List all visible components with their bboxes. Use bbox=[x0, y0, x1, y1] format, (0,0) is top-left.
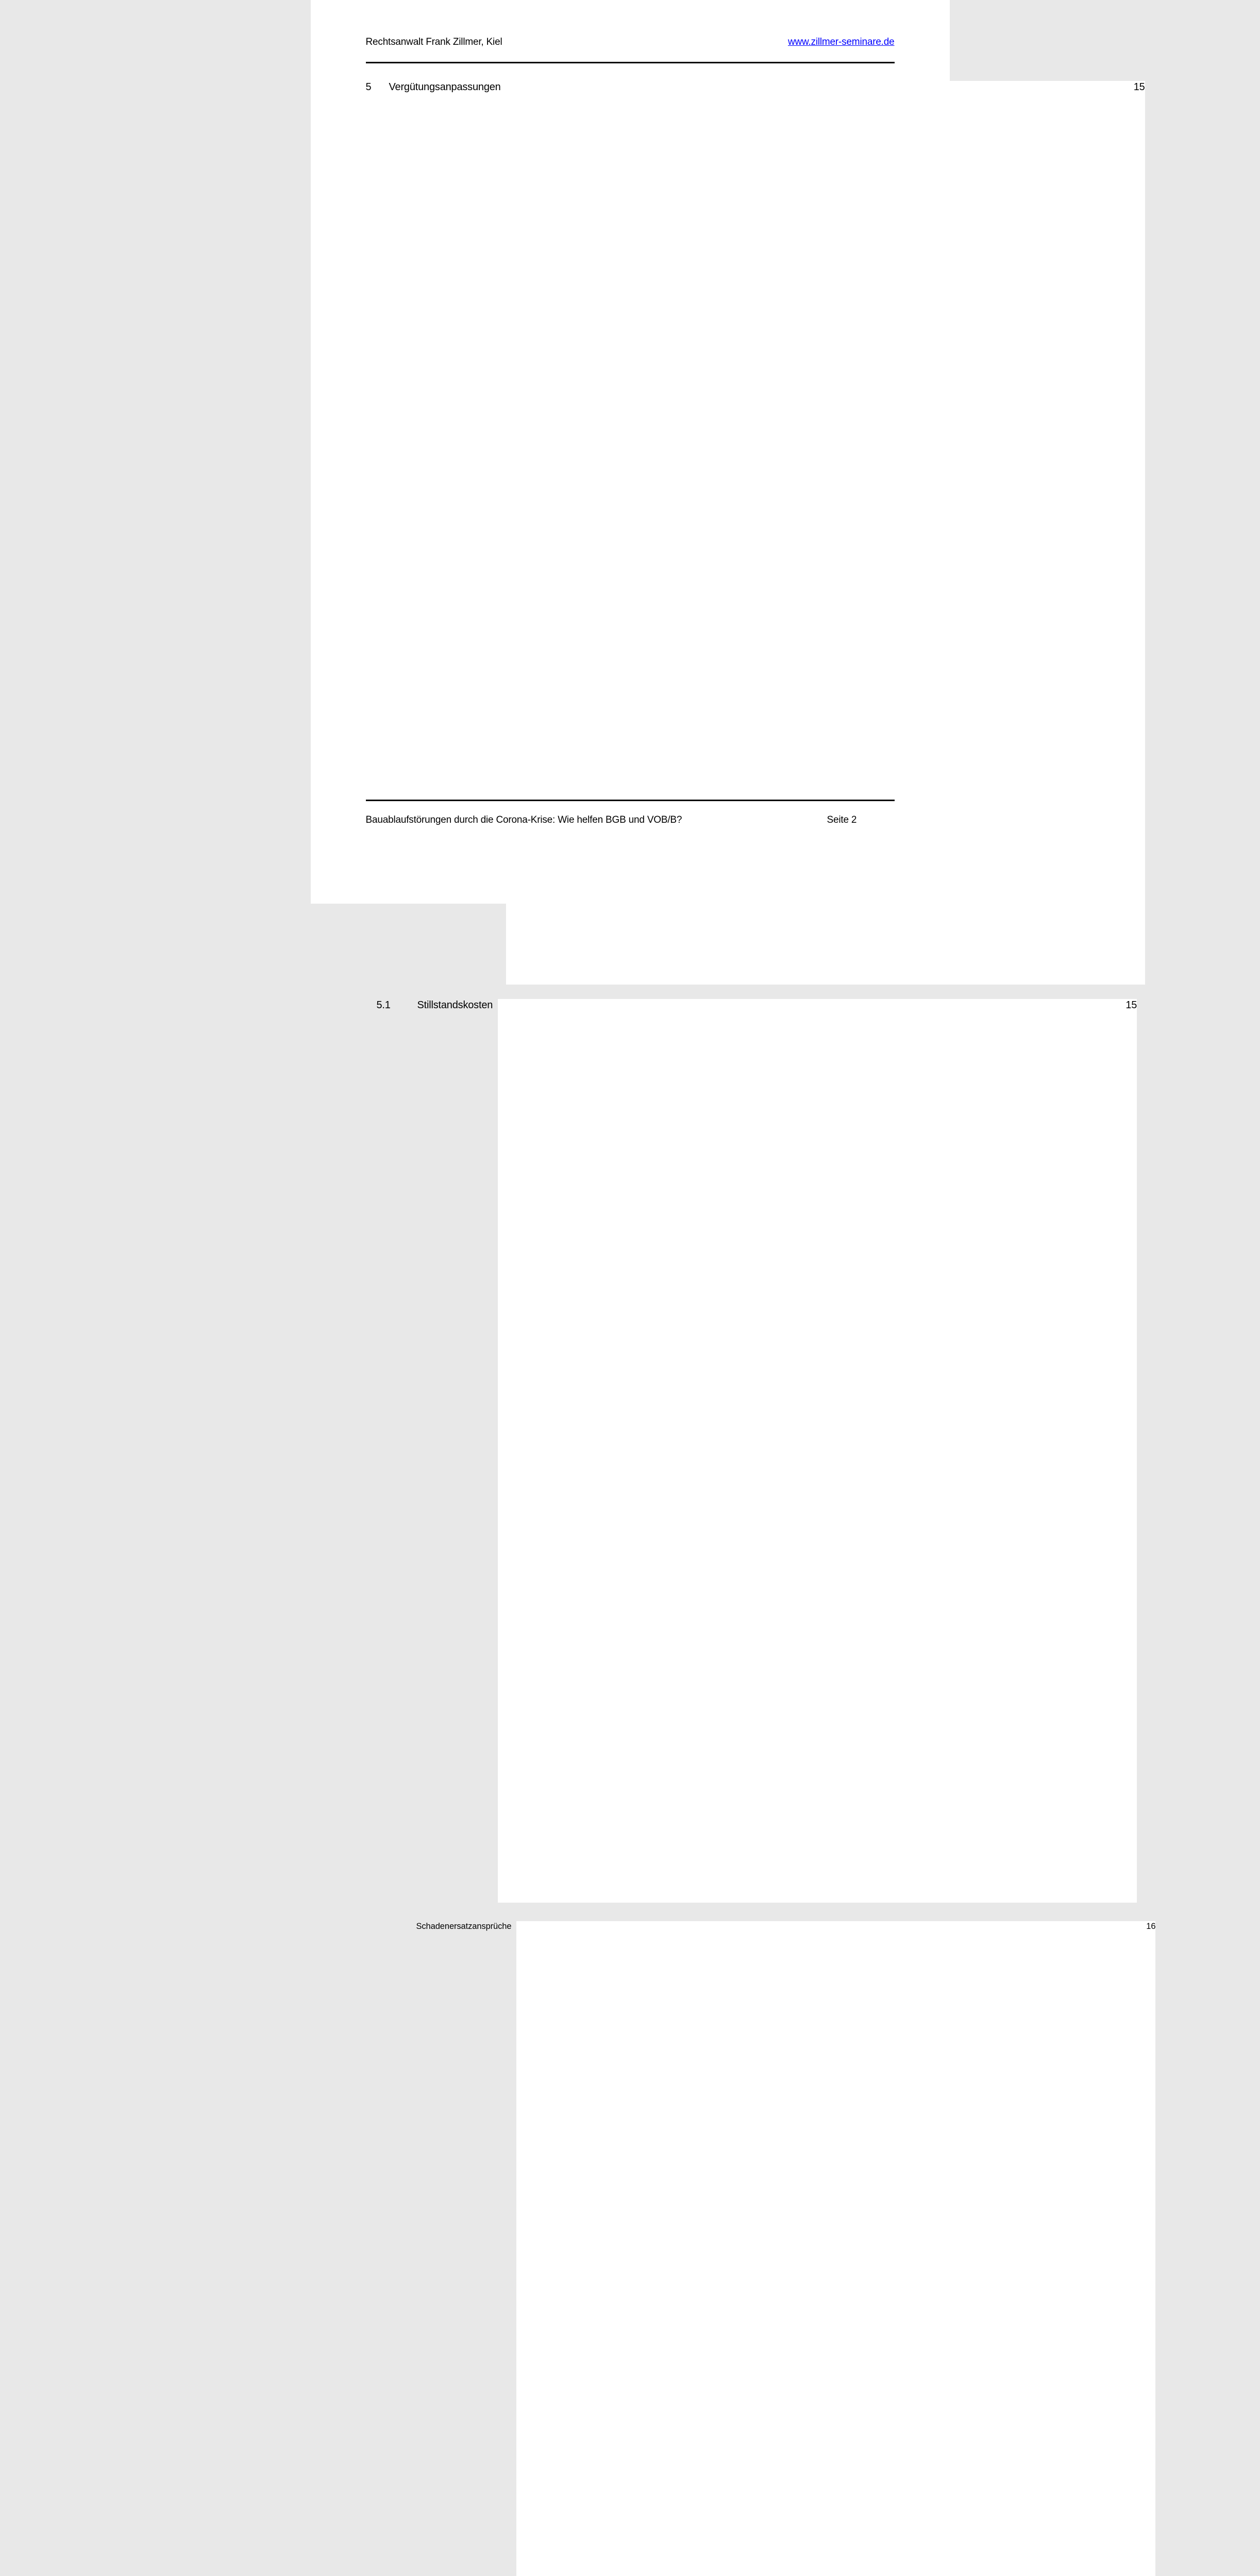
page-header bbox=[366, 0, 895, 48]
toc-entry-page: 16 bbox=[516, 1921, 1155, 2576]
toc-entry bbox=[365, 81, 1145, 985]
toc-entry-number: 5.1 bbox=[376, 999, 391, 1011]
footer-title: Bauablaufstörungen durch die Corona-Krise: Wie helfen BGB und VOB/B? bbox=[365, 815, 682, 825]
header-author: Rechtsanwalt Frank Zillmer, Kiel bbox=[365, 37, 502, 47]
website-link[interactable]: www.zillmer-seminare.de bbox=[787, 37, 895, 47]
toc-entry-page: 15 bbox=[498, 999, 1137, 1903]
toc-entry bbox=[366, 999, 1137, 1903]
toc-entry bbox=[366, 1921, 1156, 2576]
toc-entry-number: 5 bbox=[365, 81, 372, 93]
page-footer bbox=[366, 800, 895, 826]
toc-entry-label: Schadenersatzansprüche bbox=[416, 1922, 512, 1931]
toc-entry-label: Vergütungsanpassungen bbox=[389, 81, 501, 93]
table-of-contents bbox=[365, 63, 1156, 2576]
footer-page-label: Seite 2 bbox=[827, 815, 857, 825]
document-page bbox=[311, 0, 1156, 1931]
toc-entry-label: Stillstandskosten bbox=[417, 999, 493, 1011]
footer-rule bbox=[366, 800, 895, 801]
toc-entry-page: 15 bbox=[506, 81, 1145, 985]
